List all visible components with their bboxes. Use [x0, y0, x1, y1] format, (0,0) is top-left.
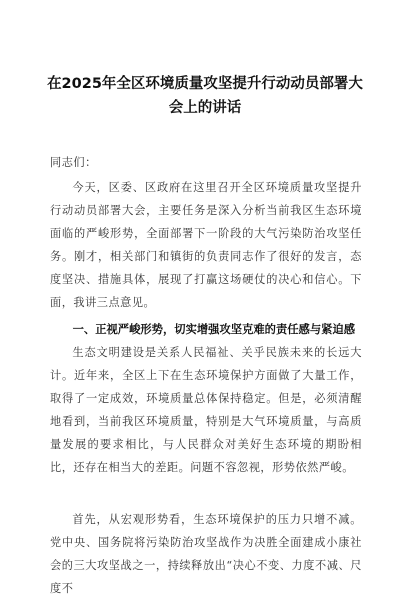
opening-paragraph: 今天，区委、区政府在这里召开全区环境质量攻坚提升行动动员部署大会，主要任务是深入分析当前我区生态环境面临的严峻形势，全面部署下一阶段的大气污染防治攻坚任务。刚才，相关部门和镇街的负责同志作了很好的发言，态度坚决、措施具体，展现了打赢这场硬仗的决心和信心。下面，我讲三点意见。 — [50, 181, 362, 309]
section-paragraph: 首先，从宏观形势看，生态环境保护的压力只增不减。党中央、国务院将污染防治攻坚战作为决胜全面建成小康社会的三大攻坚战之一，持续释放出“决心不变、力度不减、尺度不 — [50, 513, 362, 595]
salutation: 同志们： — [50, 156, 97, 169]
section-heading: 一、正视严峻形势，切实增强攻坚克难的责任感与紧迫感 — [72, 323, 356, 336]
document-title: 在2025年全区环境质量攻坚提升行动动员部署大会上的讲话 — [47, 76, 363, 116]
section-paragraph: 生态文明建设是关系人民福祉、关乎民族未来的长远大计。近年来，全区上下在生态环境保护方面做了大量工作，取得了一定成效，环境质量总体保持稳定。但是，必须清醒地看到，当前我区环境质量，特别是大气环境质量，与高质量发展的要求相比，与人民群众对美好生态环境的期盼相比，还存在相当大的差距。问题不容忽视，形势依然严峻。 — [50, 346, 362, 474]
